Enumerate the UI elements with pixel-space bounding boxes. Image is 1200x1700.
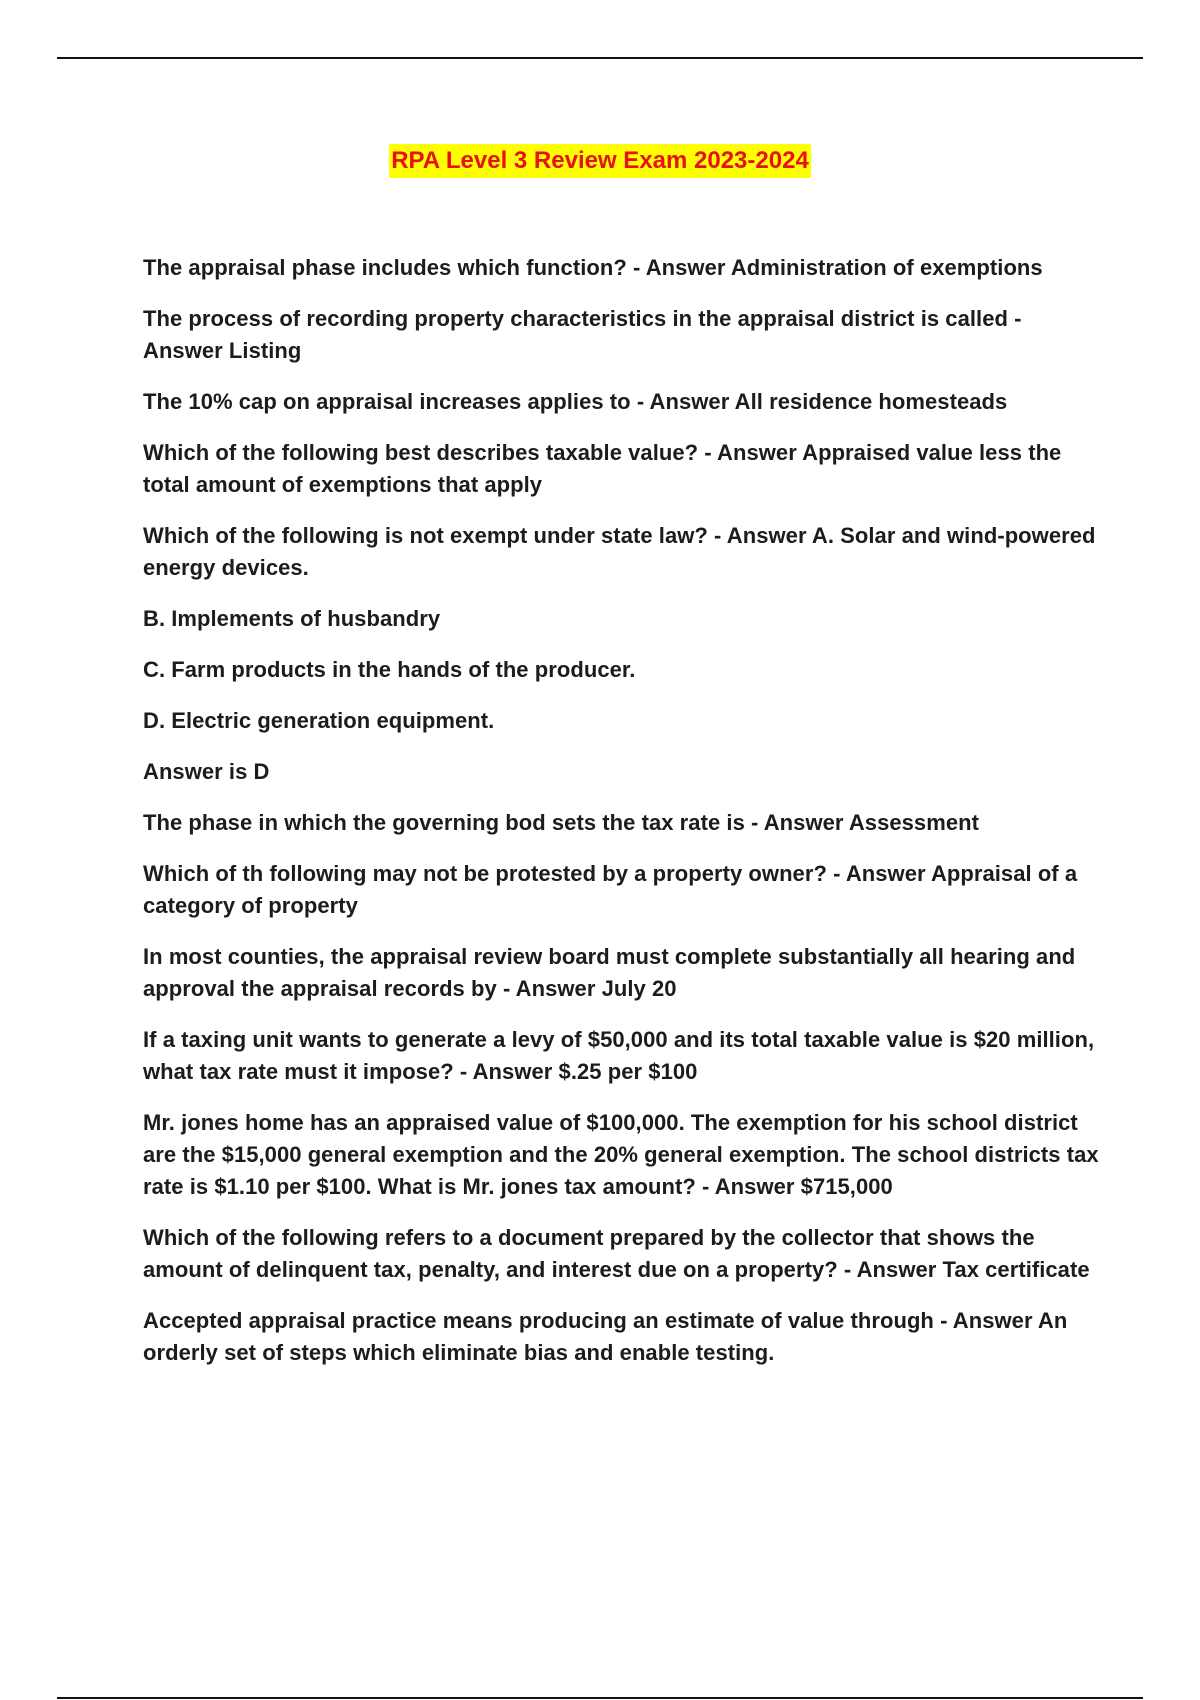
paragraph: Which of the following best describes taxable value? - Answer Appraised value less the total amount of exemptions that apply [143, 440, 1062, 497]
document-body [143, 252, 1103, 1388]
paragraph: C. Farm products in the hands of the producer. [143, 657, 636, 682]
paragraph: Which of the following refers to a document prepared by the collector that shows the amount of delinquent tax, penalty, and interest due on a property? - Answer Tax certificate [143, 1225, 1090, 1282]
paragraph: D. Electric generation equipment. [143, 708, 495, 733]
paragraph: Which of th following may not be protested by a property owner? - Answer Appraisal of a category of property [143, 861, 1078, 918]
title-container [0, 144, 1200, 178]
bottom-rule [57, 1697, 1143, 1699]
paragraph: Accepted appraisal practice means producing an estimate of value through - Answer An orderly set of steps which eliminate bias and enable testing. [143, 1308, 1068, 1365]
paragraph: The appraisal phase includes which function? - Answer Administration of exemptions [143, 255, 1043, 280]
paragraph: If a taxing unit wants to generate a levy of $50,000 and its total taxable value is $20 million, what tax rate must it impose? - Answer $.25 per $100 [143, 1027, 1095, 1084]
document-title: RPA Level 3 Review Exam 2023-2024 [389, 144, 811, 178]
paragraph: The phase in which the governing bod sets the tax rate is - Answer Assessment [143, 810, 979, 835]
paragraph: B. Implements of husbandry [143, 606, 441, 631]
paragraph: The 10% cap on appraisal increases applies to - Answer All residence homesteads [143, 389, 1008, 414]
paragraph: Mr. jones home has an appraised value of $100,000. The exemption for his school district are the $15,000 general exemption and the 20% general exemption. The school districts tax rate is $1.10 per $100. What is Mr. jones tax amount? - Answer $715,000 [143, 1110, 1099, 1199]
paragraph: In most counties, the appraisal review board must complete substantially all hearing and approval the appraisal records by - Answer July 20 [143, 944, 1076, 1001]
paragraph: Which of the following is not exempt under state law? - Answer A. Solar and wind-powered energy devices. [143, 523, 1096, 580]
top-rule [57, 57, 1143, 59]
paragraph: Answer is D [143, 759, 270, 784]
paragraph: The process of recording property characteristics in the appraisal district is called - Answer Listing [143, 306, 1022, 363]
